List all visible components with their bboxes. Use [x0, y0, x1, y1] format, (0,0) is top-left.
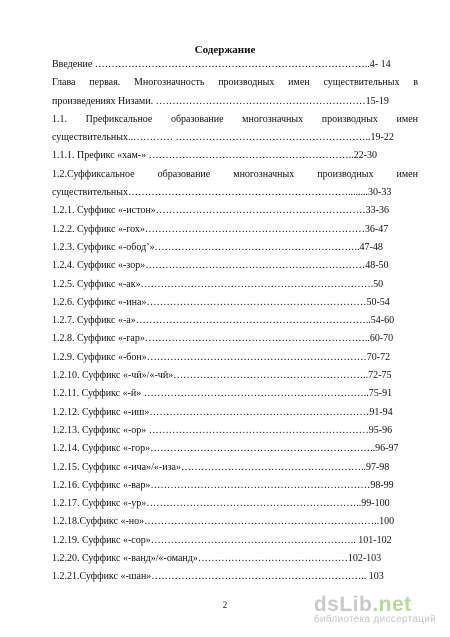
toc-word: 1.1.	[52, 113, 67, 125]
toc-entry-1-2-8: 1.2.8. Суффикс «-гар»…………………………………………………………..60-70	[52, 333, 394, 345]
toc-entry-chapter1-line1	[52, 74, 418, 92]
toc-entry-1-2-5: 1.2.5. Суффикс «-ак»…………………………………………………………….50	[52, 278, 384, 290]
toc-entry-section-1-2-line1	[52, 166, 418, 184]
toc-entry-1-2-4: 1.2.4. Суффикс «-зор»…………………………………………………………48-50	[52, 260, 389, 272]
watermark-brand-main: dsLib	[313, 593, 373, 616]
toc-word: Многозначность	[133, 77, 205, 89]
toc-word: имен	[396, 113, 418, 125]
toc-word: многозначных	[242, 113, 304, 125]
page-title: Содержание	[194, 44, 256, 56]
toc-entry-1-2-7: 1.2.7. Суффикс «-а»……………………………………………………………..54-60	[52, 315, 395, 327]
toc-entry-1-2-10: 1.2.10. Суффикс «-чӣ»/«-чӣ»…………………………………………………..72-75	[52, 370, 392, 382]
toc-entry-1-2-20: 1.2.20. Суффикс «-ванд»/«-оманд»………………………………………102-103	[52, 553, 382, 565]
toc-word: существительных	[323, 77, 400, 89]
toc-entry-1-2-6: 1.2.6. Суффикс «-ина»…………………………………………………………50-54	[52, 296, 390, 308]
toc-entry-1-2-14: 1.2.14. Суффикс «-гор»…………………………………………………………..96-97	[52, 443, 399, 455]
toc-word: производных	[218, 77, 275, 89]
toc-entry-1-2-3: 1.2.3. Суффикс «-ободʼ»……………………………………………………..47-48	[52, 241, 383, 253]
toc-word: 1.2.Суффиксальное	[52, 168, 135, 180]
dslib-watermark[interactable]	[314, 593, 436, 625]
toc-word: имен	[396, 168, 418, 180]
toc-word: в	[413, 77, 418, 89]
toc-entry-1-2-18: 1.2.18.Суффикс «-но»……………………………………………………………..100	[52, 516, 395, 528]
toc-word: имен	[288, 77, 310, 89]
toc-entry-section-1-1-line2: существительных..………… …………………………………………………..19-22	[52, 132, 394, 144]
page-number: 2	[222, 600, 228, 610]
toc-word: Глава	[52, 77, 76, 89]
toc-entry-section-1-1-line1	[52, 111, 418, 129]
toc-entry-chapter1-line2: произведениях Низами. ………………………………………………………15-19	[52, 95, 389, 107]
toc-word: образование	[157, 168, 211, 180]
toc-entry-1-2-9: 1.2.9. Суффикс «-бон»…………………………………………………………70-72	[52, 351, 391, 363]
table-of-contents	[52, 56, 418, 587]
toc-entry-1-2-17: 1.2.17. Суффикс «-ур»………………………………………………………..99-100	[52, 498, 390, 510]
toc-entry-1-2-19: 1.2.19. Суффикс «-сор»…………………………………………………….. 101-102	[52, 534, 392, 546]
toc-entry-1-2-16: 1.2.16. Суффикс «-вар»…………………………………………………………98-99	[52, 479, 394, 491]
toc-entry-1-1-1: 1.1.1. Префикс «хам-» ……………………………………………………..22-30	[52, 150, 377, 162]
watermark-brand-suffix: .net	[372, 593, 412, 616]
toc-entry-1-2-15: 1.2.15. Суффикс «-ича»/«-иза»………………………………………………..97-98	[52, 461, 390, 473]
toc-entry-1-2-13: 1.2.13. Суффикс «-ор» …………………………………………………………95-96	[52, 424, 393, 436]
toc-entry-1-2-1: 1.2.1. Суффикс «-истон»………………………………………………………33-36	[52, 205, 390, 217]
toc-entry-introduction: Введение ………………………………………………………………………..4- 14	[52, 59, 391, 70]
toc-entry-section-1-2-line2: существительных…………………………………………………………........30-33	[52, 187, 392, 199]
toc-word: многозначных	[233, 168, 295, 180]
toc-entry-1-2-21: 1.2.21.Суффикс «-шан»……………………………………………………….. 103	[52, 571, 384, 583]
toc-word: производных	[317, 168, 374, 180]
toc-entry-1-2-11: 1.2.11. Суффикс «-ӣ» …………………………………………………………..75-91	[52, 388, 393, 400]
toc-word: Префиксальное	[85, 113, 153, 125]
toc-word: производных	[321, 113, 378, 125]
toc-entry-1-2-2: 1.2.2. Суффикс «-гох»…………………………………………………………36-47	[52, 223, 389, 235]
watermark-subtitle: библиотека диссертаций	[313, 614, 436, 625]
toc-word: первая.	[89, 77, 121, 89]
toc-entry-1-2-12: 1.2.12. Суффикс «-иш»…………………………………………………………91-94	[52, 406, 393, 418]
toc-word: образование	[170, 113, 224, 125]
